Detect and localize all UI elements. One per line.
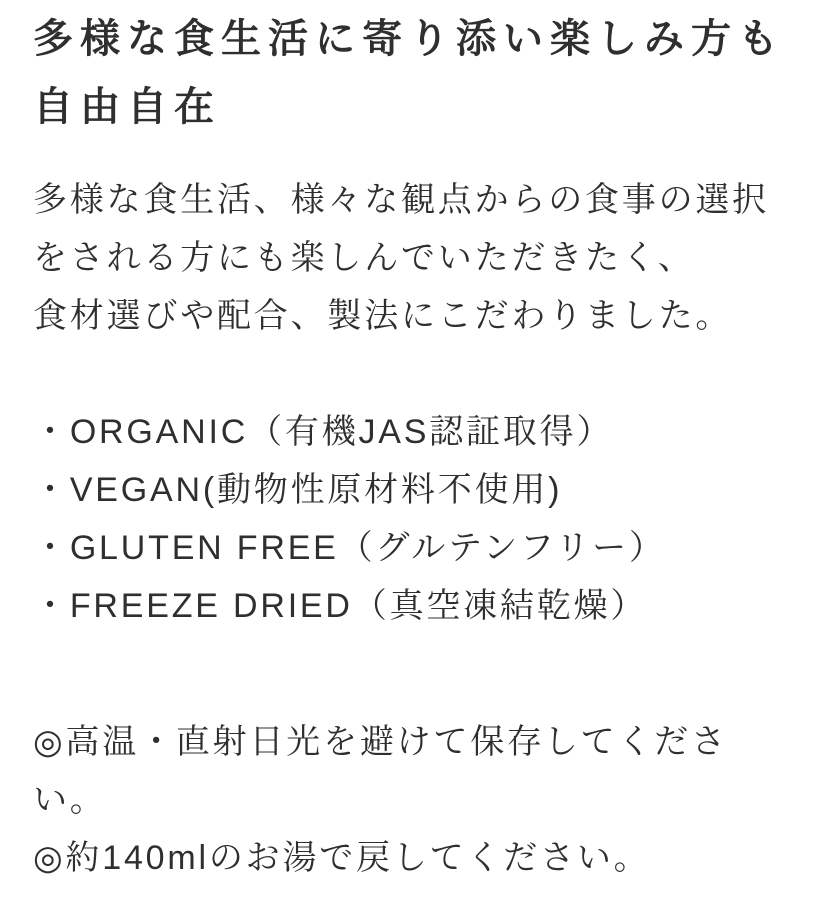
- feature-label: VEGAN(動物性原材料不使用): [69, 471, 563, 509]
- note-text: 約140mlのお湯で戻してください。: [65, 839, 651, 877]
- feature-item: [33, 519, 795, 577]
- feature-label: GLUTEN FREE（グルテンフリー）: [69, 529, 666, 567]
- bullet-marker: ・: [33, 529, 70, 567]
- bullet-marker: ・: [33, 471, 70, 509]
- intro-line: 多様な食生活、様々な観点からの食事の選択をされる方にも楽しんでいただきたく、: [33, 181, 769, 277]
- feature-label: FREEZE DRIED（真空凍結乾燥）: [69, 587, 648, 625]
- note-text: 高温・直射日光を避けて保存してください。: [33, 723, 728, 819]
- intro-line: 食材選びや配合、製法にこだわりました。: [33, 297, 733, 335]
- features-list: [33, 403, 795, 635]
- bullet-marker: ・: [33, 587, 70, 625]
- note-marker: ◎: [33, 839, 66, 877]
- feature-item: [33, 577, 795, 635]
- feature-label: ORGANIC（有機JAS認証取得）: [69, 413, 614, 451]
- intro-paragraph: [33, 171, 795, 345]
- note-item: [33, 829, 795, 887]
- feature-item: [33, 403, 795, 461]
- feature-item: [33, 461, 795, 519]
- bullet-marker: ・: [33, 413, 70, 451]
- note-item: [33, 713, 795, 829]
- usage-notes: [33, 713, 795, 887]
- note-marker: ◎: [33, 723, 66, 761]
- page-title: 多様な食生活に寄り添い楽しみ方も自由自在: [33, 17, 785, 129]
